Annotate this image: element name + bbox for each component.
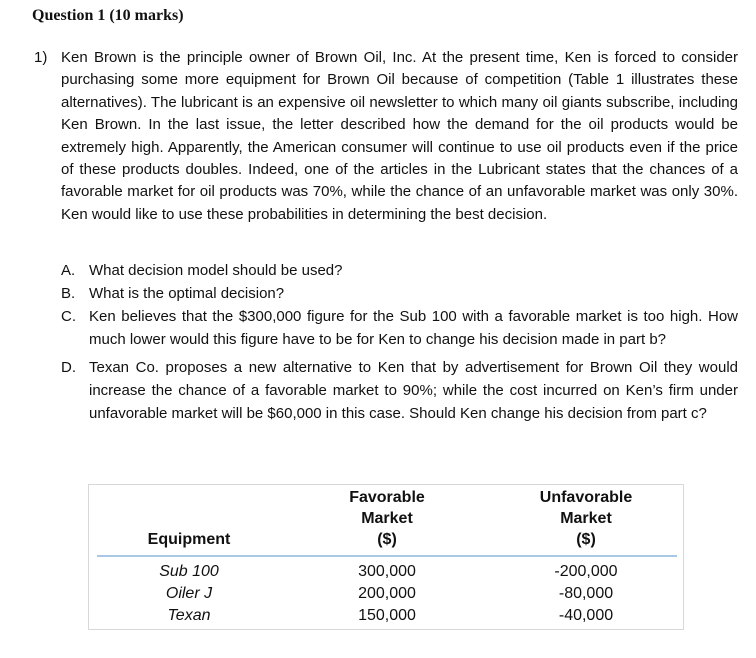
header-equipment: Equipment <box>147 531 231 548</box>
header-favorable-line-1: Favorable <box>349 489 425 506</box>
cell-equipment: Oiler J <box>165 585 213 602</box>
sub-question-text: What decision model should be used? <box>89 262 343 279</box>
sub-question-letter: A. <box>61 262 76 279</box>
sub-question-text: Texan Co. proposes a new alternative to Ken that by advertisement for Brown Oil they would increase the chance of a favorable market to 90%; while the cost incurred on Ken’s firm under unfavorable market will be $60,000 in this case. Should Ken change his decision from part c? <box>89 359 738 422</box>
header-divider <box>97 555 677 557</box>
sub-question-letter: B. <box>61 285 76 302</box>
header-unfavorable-market <box>501 487 671 550</box>
table-row <box>89 561 685 583</box>
sub-question-text: Ken believes that the $300,000 figure for the Sub 100 with a favorable market is too high. How much lower would this figure have to be for Ken to change his decision made in part b? <box>89 308 738 348</box>
cell-favorable: 300,000 <box>358 563 416 580</box>
cell-unfavorable: -200,000 <box>554 563 618 580</box>
sub-question-letter: C. <box>61 308 76 325</box>
sub-question-text: What is the optimal decision? <box>89 285 285 302</box>
table-row <box>89 605 685 627</box>
table-row <box>89 583 685 605</box>
cell-equipment: Sub 100 <box>159 563 219 580</box>
sub-question-c <box>61 305 738 351</box>
cell-unfavorable: -80,000 <box>558 585 614 602</box>
question-number: 1) <box>34 49 48 66</box>
header-favorable-line-2: Market <box>361 510 413 527</box>
header-favorable-line-3: ($) <box>377 531 397 548</box>
cell-unfavorable: -40,000 <box>558 607 614 624</box>
question-heading: Question 1 (10 marks) <box>32 7 184 24</box>
sub-question-a <box>61 259 738 282</box>
question-paragraph: Ken Brown is the principle owner of Brown Oil, Inc. At the present time, Ken is forced to consider purchasing some more equipment for Brown Oil because of competition (Table 1 illustrates these alternatives). The lubricant is an expensive oil newsletter to which many oil giants subscribe, including Ken Brown. In the last issue, the letter described how the demand for the oil products would be extremely high. Apparently, the American consumer will continue to use oil products even if the price of these products doubles. Indeed, one of the articles in the Lubricant states that the chances of a favorable market for oil products was 70%, while the chance of an unfavorable market was only 30%. Ken would like to use these probabilities in determining the best decision. <box>61 49 738 223</box>
cell-favorable: 200,000 <box>358 585 416 602</box>
header-unfavorable-line-1: Unfavorable <box>539 489 633 506</box>
header-unfavorable-line-3: ($) <box>576 531 596 548</box>
cell-favorable: 150,000 <box>358 607 416 624</box>
header-favorable-market <box>307 487 467 550</box>
cell-equipment: Texan <box>167 607 211 624</box>
sub-question-letter: D. <box>61 359 76 376</box>
sub-question-b <box>61 282 738 305</box>
sub-question-d <box>61 356 738 425</box>
header-unfavorable-line-2: Market <box>560 510 612 527</box>
equipment-payoff-table <box>88 484 684 630</box>
sub-question-list <box>61 259 738 425</box>
